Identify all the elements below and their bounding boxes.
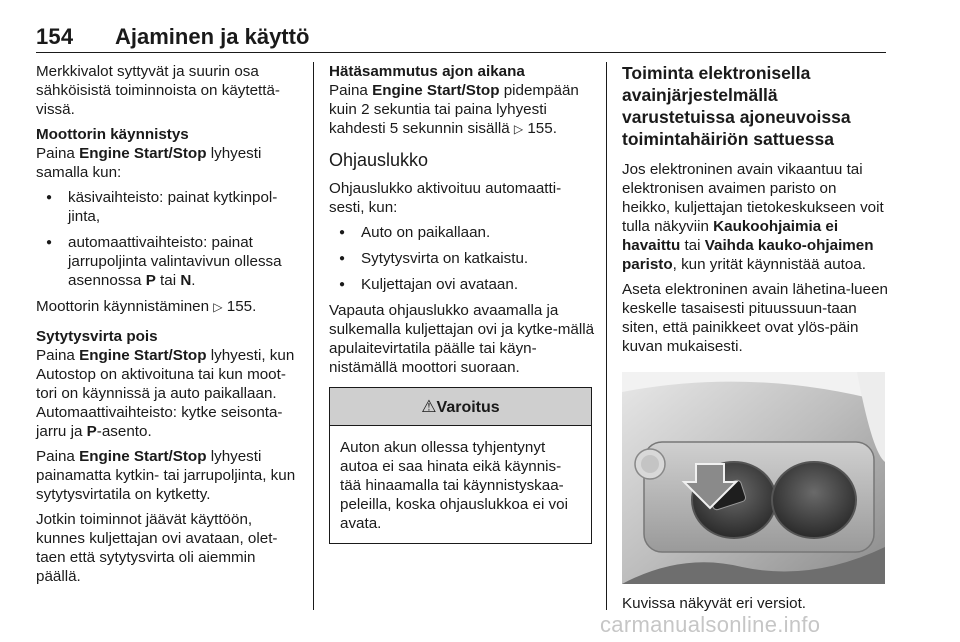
column-1 [36, 62, 302, 592]
ignition-off-heading: Sytytysvirta pois [36, 328, 158, 345]
warning-box [329, 387, 592, 544]
list-item: ● Auto on paikallaan. [329, 223, 595, 242]
column-3 [622, 62, 888, 619]
steering-lock-intro: Ohjauslukko aktivoituu automaatti-sesti, kun: [329, 180, 562, 216]
functions-paragraph: Jotkin toiminnot jäävät käyttöön, kunnes kuljettajan ovi avataan, olet-taen että sytytysvirta oli aiemmin päällä. [36, 511, 278, 585]
list-item: ● automaattivaihteisto: painat jarrupoljinta valintavivun ollessa asennossa P tai N. [36, 233, 302, 290]
page-ref: 155. [527, 120, 557, 137]
rotary-knob-center [641, 455, 659, 473]
page-number: 154 [36, 24, 74, 49]
steering-lock-release: Vapauta ohjauslukko avaamalla ja sulkemalla kuljettajan ovi ja kytke-mällä apulaitevirtatila päälle tai käyn-nistämällä moottori suoraan. [329, 302, 595, 376]
list-item: ● Sytytysvirta on katkaistu. [329, 249, 595, 268]
restart-paragraph: Moottorin käynnistäminen ▷ 155. [36, 298, 257, 315]
warning-header [330, 388, 591, 426]
photo-caption: Kuvissa näkyvät eri versiot. [622, 595, 807, 612]
start-heading: Moottorin käynnistys [36, 126, 189, 143]
message-replace-battery: Vaihda kauko-ohjaimen paristo [622, 237, 874, 273]
malfunction-heading: Toiminta elektronisella avainjärjestelmällä varustetuissa ajoneuvoissa toimintahäiriön sattuessa [622, 63, 851, 149]
placement-paragraph: Aseta elektroninen avain lähetina-lueen keskelle tasaisesti pituussuun-taan siten, että painikkeet ovat ylös-päin kuvan mukaisesti. [622, 281, 888, 355]
header-rule [36, 52, 886, 53]
malfunction-paragraph: Jos elektroninen avain vikaantuu tai elektronisen avaimen paristo on heikko, kuljettajan tietokeskukseen voit tulla näkyviin Kaukoohjaimia ei havaittu tai Vaihda kauko-ohjaimen paristo, kun yrität käynnistää autoa. [622, 161, 884, 273]
warning-body: Auton akun ollessa tyhjentynyt autoa ei saa hinata eikä käynnis-tää hinaamalla tai käynnistyskaa-peleilla, koska ohjauslukkoa ei voi avata. [340, 439, 568, 532]
emergency-heading: Hätäsammutus ajon aikana [329, 63, 525, 80]
emergency-paragraph: Paina Engine Start/Stop pidempään kuin 2 sekuntia tai paina lyhyesti kahdesti 5 sekunnin sisällä ▷ 155. [329, 82, 579, 137]
start-button-name: Engine Start/Stop [79, 145, 207, 162]
column-divider [313, 62, 314, 610]
warning-triangle-icon: ⚠ [421, 397, 437, 416]
list-item: ● Kuljettajan ovi avataan. [329, 275, 595, 294]
watermark: carmanualsonline.info [600, 612, 821, 637]
key-placement-photo [622, 372, 885, 584]
column-2 [329, 62, 595, 544]
warning-title: Varoitus [436, 399, 500, 416]
accessory-paragraph: Paina Engine Start/Stop lyhyesti painamatta kytkin- tai jarrupoljinta, kun sytytysvirtatila on kytketty. [36, 448, 296, 503]
message-no-remote: Kaukoohjaimia ei havaittu [622, 218, 839, 254]
chapter-title: Ajaminen ja käyttö [115, 24, 310, 49]
start-paragraph: Paina Engine Start/Stop lyhyesti samalla kun: [36, 145, 262, 181]
intro-paragraph: Merkkivalot syttyvät ja suurin osa sähköisistä toiminnoista on käytettä-vissä. [36, 63, 280, 118]
ignition-off-paragraph: Paina Engine Start/Stop lyhyesti, kun Autostop on aktivoituna tai kun moot-tori on käynnissä ja auto paikallaan. Automaattivaihteisto: kytke seisonta-jarru ja P-asento. [36, 347, 295, 440]
steering-lock-heading: Ohjauslukko [329, 150, 429, 170]
page-ref-icon: ▷ [513, 122, 524, 136]
page-ref: 155. [226, 298, 257, 315]
column-divider [606, 62, 607, 610]
page-header [36, 24, 886, 54]
list-item: ● käsivaihteisto: painat kytkinpol-jinta, [36, 188, 302, 226]
page-ref-icon: ▷ [213, 300, 223, 314]
cup-holder-right [772, 462, 856, 538]
